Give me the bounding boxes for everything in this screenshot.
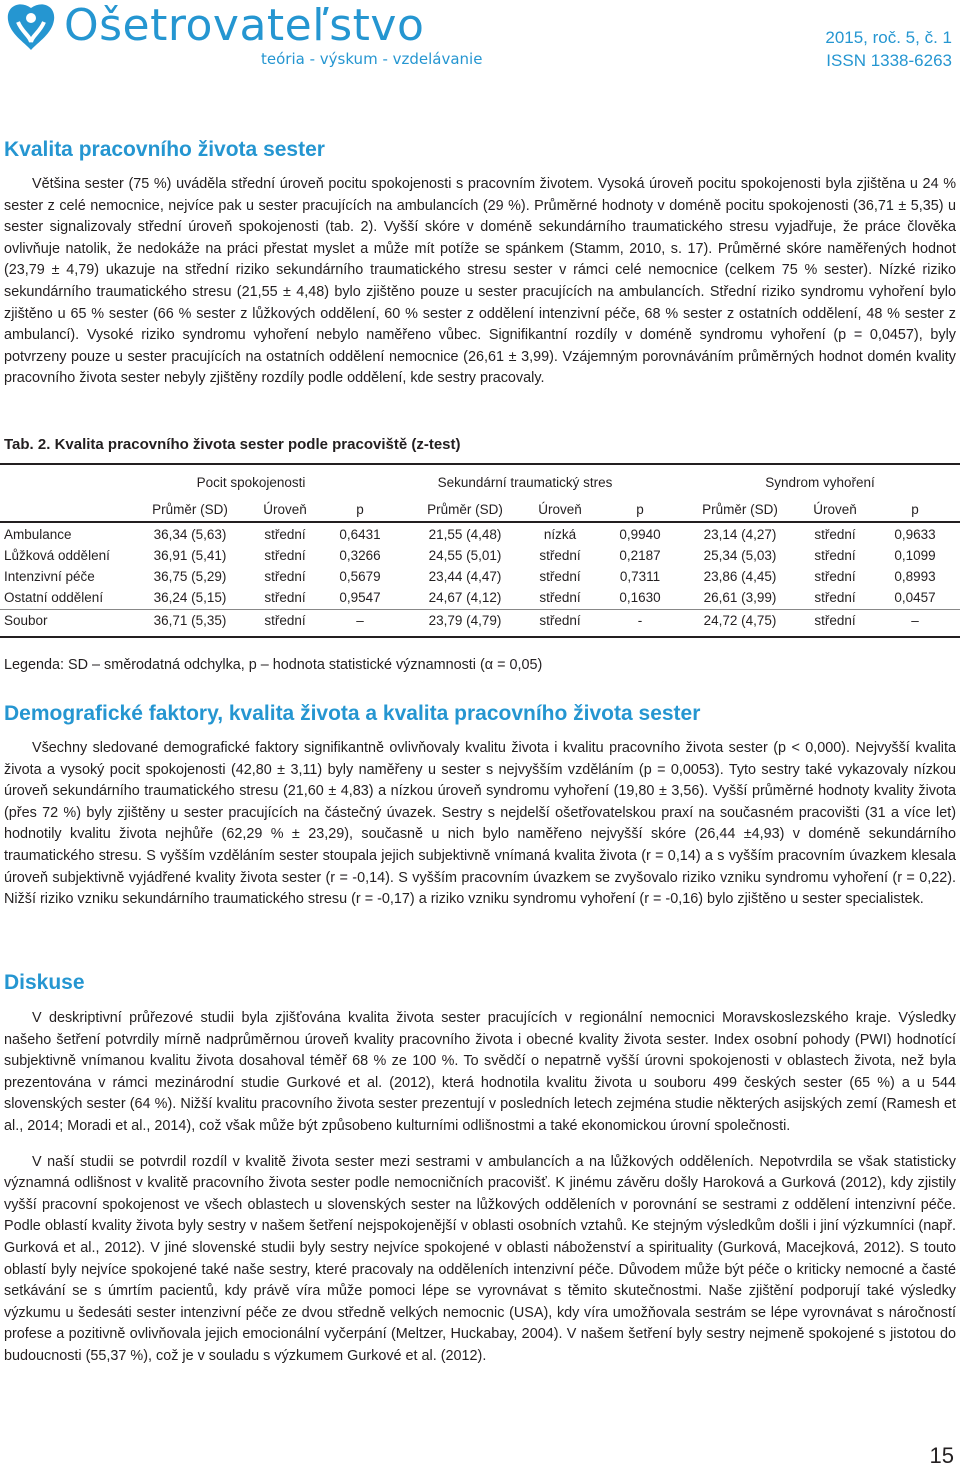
table-cell: 23,79 (4,79) (428, 613, 502, 628)
table-cell: 23,14 (4,27) (703, 527, 777, 542)
group-header: Pocit spokojenosti (196, 475, 306, 490)
column-header: Úroveň (538, 502, 582, 517)
table-cell: 0,1099 (894, 548, 936, 563)
paragraph: Všechny sledované demografické faktory signifikantně ovlivňovaly kvalitu života i kvalitu pracovního života sester (p < 0,000). Nejvyšší kvalita života a vysoký pocit spokojenosti (42,80 ± 3,11) byly naměřeny u sester s nejvyšším vzděláním (p = 0,0053). Tyto sestry také vykazovaly nízkou úroveň sekundárního traumatického stresu (21,60 ± 4,83) a nízkou úroveň syndromu vyhoření (19,80 ± 3,56). Vyšší průměrné hodnoty kvality života (přes 72 %) byly zjištěny u sester pracujících na částečný úvazek. Sestry s nejdelší ošetřovatelskou praxí na současném pracovišti (31 a více let) hodnotily kvalitu života nejhůře (62,29 % ± 23,29), současně u nich bylo naměřeno nejvyšší skóre (26,44 ±4,93) v doméně sekundárního traumatického stresu. S vyšším vzděláním sester stoupala jejich subjektivně vnímaná kvalita života (r = 0,14) a s vyšším pracovním úvazkem klesala úroveň subjektivně vyjádřené kvality života sester (r = -0,14). S vyšším pracovním úvazkem se zvyšovalo riziko vzniku syndromu vyhoření (r = 0,22). Nižší riziko vzniku sekundárního traumatického stresu (r = -0,17) a riziko vzniku syndromu vyhoření (r = -0,16) bylo zjištěno u sester specialistek. (4, 740, 956, 908)
table-cell: 24,72 (4,75) (703, 613, 777, 628)
table-cell: 36,91 (5,41) (153, 548, 227, 563)
table-cell: 36,71 (5,35) (153, 613, 227, 628)
table-cell: střední (264, 590, 306, 605)
table-cell: 36,34 (5,63) (153, 527, 227, 542)
table-cell: 23,44 (4,47) (428, 569, 502, 584)
table-summary-rule (0, 609, 960, 610)
group-header: Sekundární traumatický stres (437, 475, 613, 490)
table-cell: střední (539, 590, 581, 605)
row-label: Ostatní oddělení (4, 590, 104, 605)
table-caption: Tab. 2. Kvalita pracovního života sester podle pracoviště (z-test) (4, 436, 461, 453)
table-cell: střední (539, 548, 581, 563)
table-cell: střední (814, 569, 856, 584)
table-cell: 0,2187 (619, 548, 661, 563)
table-cell: střední (814, 590, 856, 605)
row-label: Lůžková oddělení (4, 548, 110, 563)
section-text-demographics (4, 738, 956, 911)
issue-line: 2015, roč. 5, č. 1 (825, 28, 952, 47)
table-cell: 25,34 (5,03) (703, 548, 777, 563)
table-legend: Legenda: SD – směrodatná odchylka, p – hodnota statistické významnosti (α = 0,05) (4, 657, 543, 673)
column-header: p (636, 502, 644, 517)
table-cell: 24,55 (5,01) (428, 548, 502, 563)
table-cell: 0,7311 (619, 569, 661, 584)
table-cell: – (911, 613, 919, 628)
section-title-discussion: Diskuse (4, 971, 85, 994)
table-cell: 0,9633 (894, 527, 936, 542)
table-cell: střední (264, 569, 306, 584)
page-number: 15 (929, 1443, 954, 1468)
table-cell: střední (814, 548, 856, 563)
issn: ISSN 1338-6263 (826, 51, 952, 70)
table-bottom-rule (0, 636, 960, 638)
table-cell: střední (264, 527, 306, 542)
table-cell: střední (264, 613, 306, 628)
table-cell: 0,1630 (619, 590, 661, 605)
table-cell: 0,5679 (339, 569, 381, 584)
table-header-rule (0, 521, 960, 523)
paragraph: V naší studii se potvrdil rozdíl v kvalitě života sester mezi sestrami v ambulancích a na lůžkových odděleních. Nepotvrdila se však statisticky významná odlišnost v kvalitě pracovního života sester podle nemocničních pracovišť. K jinému závěru došly Haroková a Gurková (2012), kdy zjistily vyšší pracovní spokojenost ve všech oblastech u slovenských sester na lůžkových odděleních v porovnání se sestrami z oddělení intenzivní péče. Podle oblastí kvality života byly sestry v našem šetření nejspokojenější v oblasti osobních vztahů. Ke stejným výsledkům došli i jiní výzkumníci (např. Gurková et al., 2012). V jiné slovenské studii byly sestry nejvíce spokojené v oblasti náboženství a spirituality (Gurková, Macejková, 2012). S touto oblastí byly nejvíce spokojené také naše sestry, které pracovaly na odděleních intenzivní péče. Důvodem může být péče o kriticky nemocné a časté setkávání se s úmrtím pacientů, kdy právě víra může pomoci lépe se vyrovnávat s těmito skutečnostmi. Naše zjištění podporují také výsledky výzkumu u šedesáti sester intenzivní péče ze dvou středně velkých nemocnic (USA), kdy víra umožňovala sestrám se lépe vyrovnávat s náročností profese a pozitivně ovlivňovala jejich emocionální vyčerpání (Meltzer, Huckabay, 2004). V našem šetření byly sestry nejmeně spokojené s jistotou do budoucnosti (55,37 %), což je v souladu s výzkumem Gurkové et al. (2012). (4, 1153, 956, 1364)
table-cell: 23,86 (4,45) (703, 569, 777, 584)
paragraph: Většina sester (75 %) uváděla střední úroveň pocitu spokojenosti s pracovním životem. Vysoká úroveň pocitu spokojenosti byla zjištěna u 24 % sester z celé nemocnice, nejvíce pak u sester pracujících na ambulancích (29 %). Průměrné hodnoty v doméně pocitu spokojenosti (36,71 ± 5,35) u sester signalizovaly střední úroveň spokojenosti (tab. 2). Vyšší skóre v doméně sekundárního traumatického stresu vyjadřuje, že práce člověka ovlivňuje natolik, že nedokáže na práci přestat myslet a může mít potíže se spánkem (Stamm, 2010, s. 17). Průměrné skóre naměřených hodnot (23,79 ± 4,79) ukazuje na střední riziko sekundárního traumatického stresu sester v rámci celé nemocnice (celkem 75 % sester). Nízké riziko sekundárního traumatického stresu (21,55 ± 4,48) bylo zjištěno pouze u sester pracujících na ambulancích. Střední riziko syndromu vyhoření bylo zjištěno u 65 % sester (66 % sester z lůžkových oddělení, 60 % sester z oddělení intenzivní péče, 68 % sester z ostatních oddělení, 48 % sester z ambulancí). Vysoké riziko syndromu vyhoření nebylo naměřeno vůbec. Signifikantní rozdíly v doméně syndromu vyhoření (p = 0,0457), byly potvrzeny pouze u sester pracujících na ostatních oddělení nemocnice (26,61 ± 3,99). Vzájemným porovnáváním průměrných hodnot domén kvality pracovního života sester nebyly zjištěny rozdíly podle oddělení, kde sestry pracovaly. (4, 176, 956, 387)
table-cell: 0,9940 (619, 527, 661, 542)
row-label: Intenzivní péče (4, 569, 95, 584)
table-cell: - (637, 613, 643, 628)
page-header (0, 0, 960, 80)
journal-subtitle: teória - výskum - vzdelávanie (261, 50, 483, 68)
row-label: Ambulance (4, 527, 72, 542)
table-cell: 0,9547 (339, 590, 381, 605)
table-cell: – (356, 613, 364, 628)
issue-info (825, 26, 952, 72)
column-header: p (356, 502, 364, 517)
paragraph: V deskriptivní průřezové studii byla zjišťována kvalita života sester pracujících v regionální nemocnici Moravskoslezského kraje. Výsledky našeho šetření potvrdily mírně nadprůměrnou úroveň kvality pracovního života i obecné kvality života sester. Index osobní pohody (PWI) hodnotící subjektivně vnímanou kvalitu života dosahoval téměř 68 % ze 100 %. To svědčí o nepatrně vyšší úrovni spokojenosti v oblastech života, než byla prezentována v rámci mezinárodní studie Gurkové et al. (2012), která hodnotila kvalitu života u souboru 499 českých sester (65 %) a u 544 slovenských sester (64 %). Nižší kvalitu pracovního života sester prezentují v posledních letech zejména studie některých asijských zemí (Ramesh et al., 2014; Moradi et al., 2014), což však může být způsobeno kulturními odlišnostmi a také ekonomickou úrovní společnosti. (4, 1010, 956, 1134)
section-title-demographics: Demografické faktory, kvalita života a kvalita pracovního života sester (4, 702, 701, 725)
table-cell: střední (539, 613, 581, 628)
table-cell: 26,61 (3,99) (703, 590, 777, 605)
table-cell: 36,75 (5,29) (153, 569, 227, 584)
column-header: Průměr (SD) (427, 502, 503, 517)
table-cell: střední (814, 527, 856, 542)
table-cell: střední (539, 569, 581, 584)
column-header: p (911, 502, 919, 517)
journal-logo-icon (2, 2, 60, 54)
table-cell: střední (264, 548, 306, 563)
journal-title: Ošetrovateľstvo (64, 0, 425, 51)
table-cell: 0,3266 (339, 548, 381, 563)
table-cell: 24,67 (4,12) (428, 590, 502, 605)
group-header: Syndrom vyhoření (765, 475, 875, 490)
table-cell: střední (814, 613, 856, 628)
column-header: Úroveň (813, 502, 857, 517)
table-cell: 0,0457 (894, 590, 936, 605)
table-cell: 0,8993 (894, 569, 936, 584)
section-title-quality-work-life: Kvalita pracovního života sester (4, 138, 325, 161)
column-header: Úroveň (263, 502, 307, 517)
column-header: Průměr (SD) (152, 502, 228, 517)
section-text-quality-work-life (4, 174, 956, 390)
table-cell: 36,24 (5,15) (153, 590, 227, 605)
table-cell: 21,55 (4,48) (428, 527, 502, 542)
table-cell: nízká (543, 527, 577, 542)
section-text-discussion (4, 1008, 956, 1368)
table-cell: 0,6431 (339, 527, 381, 542)
table-top-rule (0, 463, 960, 465)
column-header: Průměr (SD) (702, 502, 778, 517)
row-label: Soubor (4, 613, 48, 628)
